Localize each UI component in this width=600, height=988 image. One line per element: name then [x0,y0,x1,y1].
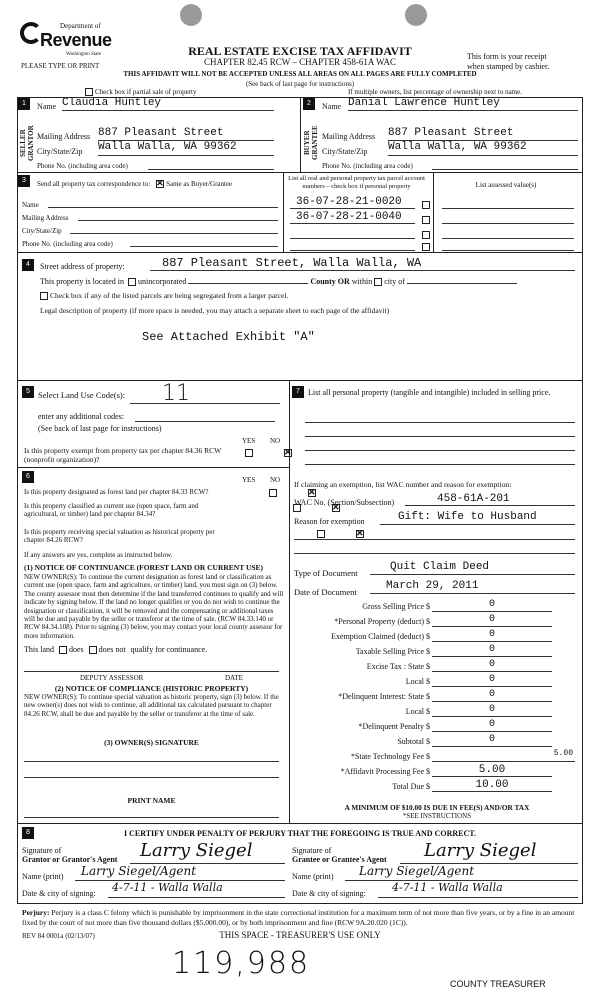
perjury-label: Perjury: [22,908,50,917]
assessed-header: List assessed value(s) [475,181,537,189]
if-any-yes: If any answers are yes, complete as instructed below. [24,551,173,559]
deputy-label: DEPUTY ASSESSOR [80,674,144,682]
grantor-print-label: Name (print) [22,872,64,881]
partial-sale[interactable] [85,88,196,96]
fee-value[interactable]: 0 [432,674,552,687]
partial-sale-checkbox[interactable] [85,88,93,96]
parcel-personal-checkbox-1[interactable] [422,201,430,209]
fee-label: Local $ [405,707,430,716]
fee-row [290,719,580,734]
parcel-field-1[interactable]: 36-07-28-21-0020 [290,196,415,209]
punch-hole-right [405,4,427,26]
grantor-sig-label2: Grantor or Grantor's Agent [22,855,118,864]
s6-yes-header: YES [242,476,256,484]
s5-yes-header: YES [242,437,256,445]
deputy-date-label: DATE [225,674,243,682]
wac-label: WAC No. (Section/Subsection) [294,498,395,507]
buyer-mailing-label: Mailing Address [322,132,376,141]
fee-label: Gross Selling Price $ [362,602,430,611]
fee-label: *Personal Property (deduct) $ [334,617,430,626]
city-of-field[interactable] [407,276,517,284]
fee-label: Exemption Claimed (deduct) $ [331,632,430,641]
fee-value[interactable]: 0 [432,689,552,702]
s3-name-field[interactable] [48,198,278,208]
same-as-buyer-label: Same as Buyer/Grantee [166,180,233,188]
multiple-owners: If multiple owners, list percentage of ownership next to name. [348,88,522,96]
does-not-checkbox[interactable] [89,646,97,654]
fee-value[interactable]: 0 [432,644,552,657]
unincorporated-checkbox[interactable] [128,278,136,286]
fee-label: Local $ [405,677,430,686]
assessed-field-2[interactable] [442,211,574,224]
fee-row [290,764,580,779]
doc-date-label: Date of Document [294,587,357,597]
perjury-statement [22,908,582,927]
send-correspondence-label: Send all property tax correspondence to: [37,180,151,188]
s3-name-label: Name [22,201,39,209]
see-back-label: (See back of last page for instructions) [38,424,162,433]
send-correspondence [37,180,232,188]
city-of-label: city of [384,277,405,286]
fee-row [290,749,580,764]
owner-signature-line-2[interactable] [24,768,279,778]
county-or-label: County OR [310,277,350,286]
forest-no-checkbox[interactable] [308,489,316,497]
treasurer-use: THIS SPACE - TREASURER'S USE ONLY [219,930,381,940]
this-land-label: This land [24,645,54,654]
parcel-personal-checkbox-3[interactable] [422,231,430,239]
parcel-row-2 [290,211,436,225]
buyer-city-label: City/State/Zip [322,147,368,156]
deputy-signature-line[interactable] [24,662,279,672]
grantor-signature[interactable]: Larry Siegel [130,840,285,864]
buyer-mailing-field[interactable]: 887 Pleasant Street [388,127,578,141]
seller-phone-field[interactable] [148,160,274,170]
seller-name-label: Name [37,102,57,111]
parcel-field-3[interactable] [290,226,415,239]
section-5-badge: 5 [22,386,34,398]
doc-type-label: Type of Document [294,568,358,578]
fee-value[interactable]: 0 [432,704,552,717]
grantee-sig-label2: Grantee or Grantee's Agent [292,855,387,864]
current-use-question: Is this property classified as current use (open space, farm and agricultural, or timber) land per chapter 84.34? [24,502,199,518]
assessed-field-1[interactable] [442,196,574,209]
reason-field[interactable]: Gift: Wife to Husband [380,511,575,525]
grantee-date-field[interactable]: 4-7-11 - Walla Walla [378,881,578,898]
personal-property-line-2[interactable] [305,427,575,437]
personal-property-line-1[interactable] [305,413,575,423]
reason-label: Reason for exemption [294,517,365,526]
exemption-label: If claiming an exemption, list WAC number and reason for exemption: [294,480,512,489]
fee-label: *State Technology Fee $ [350,752,430,761]
parcel-field-2[interactable]: 36-07-28-21-0040 [290,211,415,224]
fee-value[interactable]: 0 [432,659,552,672]
seller-side-label: SELLER GRANTOR [19,125,35,161]
s5-no-header: NO [270,437,281,445]
buyer-phone-field[interactable] [432,160,578,170]
fee-row [290,689,580,704]
minimum-due: A MINIMUM OF $10.00 IS DUE IN FEE(S) AND/OR TAX [344,803,530,812]
street-field[interactable]: 887 Pleasant Street, Walla Walla, WA [150,256,575,271]
grantor-date-label: Date & city of signing: [22,889,96,898]
located-in-row [40,276,580,286]
personal-property-line-3[interactable] [305,441,575,451]
does-not-label: does not [98,645,126,654]
receipt-line1: This form is your receipt [467,52,547,61]
notice2-title: (2) NOTICE OF COMPLIANCE (HISTORIC PROPERTY) [54,684,249,693]
fee-row [290,734,580,749]
logo-swoosh-icon [20,22,42,44]
owner-signature-label: (3) OWNER(S) SIGNATURE [104,738,199,747]
seller-name-field[interactable]: Claudia Huntley [62,97,274,111]
fee-row [290,659,580,674]
grantee-sig-label1: Signature of [292,846,332,855]
dept-line1: Department of [60,22,101,30]
fee-row [290,779,580,794]
form-title: REAL ESTATE EXCISE TAX AFFIDAVIT [188,44,412,58]
additional-codes-field[interactable] [135,414,275,422]
print-name-label: PRINT NAME [127,796,176,805]
wac-field[interactable]: 458-61A-201 [405,493,575,506]
s3-city-field[interactable] [70,224,278,234]
buyer-phone-label: Phone No. (including area code) [322,162,413,170]
grantee-date-label: Date & city of signing: [292,889,366,898]
form-chapter: CHAPTER 82.45 RCW – CHAPTER 458-61A WAC [204,57,396,67]
s3-mailing-field[interactable] [78,211,278,221]
rev-number: REV 84 0001a (02/13/07) [22,932,95,940]
same-as-buyer-checkbox[interactable] [156,180,164,188]
fee-value[interactable]: 0 [432,629,552,642]
seller-city-label: City/State/Zip [37,147,83,156]
fee-label: Taxable Selling Price $ [355,647,430,656]
grantor-print-field[interactable]: Larry Siegel/Agent [75,864,285,881]
forest-question: Is this property designated as forest land per chapter 84.33 RCW? [24,488,209,496]
does-label: does [69,645,84,654]
buyer-city-field[interactable]: Walla Walla, WA 99362 [388,141,578,156]
assessed-field-4[interactable] [442,240,574,251]
segregated-checkbox[interactable] [40,292,48,300]
land-use-field[interactable]: 11 [130,386,280,404]
fee-value[interactable]: 5.00 [432,749,575,762]
historic-question: Is this property receiving special valuation as historical property per chapter 84.26 RCW? [24,528,215,544]
fee-value[interactable]: 0 [432,734,552,747]
exempt-yes-checkbox[interactable] [245,449,253,457]
fee-value[interactable]: 10.00 [432,779,552,792]
perjury-text: Perjury is a class C felony which is punishable by imprisonment in the state correctional institution for a maximum term of not more than five years, or by a fine in an amount fixed by the court of not more than five thousand dollars ($5,000.00), or by both imprisonment and fine (RCW 9A.20.020 (1C)). [22,908,575,927]
section-6-badge: 6 [22,471,34,483]
buyer-name-field[interactable]: Danial Lawrence Huntley [348,97,578,111]
county-field[interactable] [188,276,308,284]
land-qualify-row [24,645,207,654]
grantor-date-field[interactable]: 4-7-11 - Walla Walla [108,881,285,898]
fee-value[interactable]: 0 [432,599,552,612]
grantee-signature[interactable]: Larry Siegel [400,840,578,864]
reason-field-2[interactable] [294,530,575,540]
dept-name: Revenue [40,30,112,50]
owner-signature-line-1[interactable] [24,752,279,762]
buyer-side-label: BUYER GRANTEE [303,125,319,161]
please-type: PLEASE TYPE OR PRINT [21,62,100,70]
fee-row [290,614,580,629]
personal-property-line-4[interactable] [305,455,575,465]
fees-table [290,599,580,799]
handwritten-number: 119,988 [172,946,311,981]
assessed-field-3[interactable] [442,226,574,239]
fee-label: *Affidavit Processing Fee $ [340,767,430,776]
seller-phone-label: Phone No. (including area code) [37,162,128,170]
section-7-badge: 7 [292,386,304,398]
fee-label: *Delinquent Interest: State $ [338,692,430,701]
section-3-badge: 3 [18,175,30,187]
within-label: within [351,277,373,286]
additional-codes-label: enter any additional codes: [38,412,124,421]
dept-state: Washington State [66,52,102,57]
form-instructions: (See back of last page for instructions) [245,80,355,88]
reason-field-3[interactable] [294,544,575,554]
s3-phone-label: Phone No. (including area code) [22,240,113,248]
grantor-sig-label1: Signature of [22,846,62,855]
certify-text: I CERTIFY UNDER PENALTY OF PERJURY THAT THE FOREGOING IS TRUE AND CORRECT. [123,829,476,838]
buyer-name-label: Name [322,102,342,111]
fee-row [290,629,580,644]
fee-value[interactable]: 0 [432,614,552,627]
dor-logo [20,20,110,60]
doc-date-field[interactable]: March 29, 2011 [370,580,575,594]
fee-label: Excise Tax : State $ [366,662,430,671]
segregated-row [40,291,288,300]
receipt-line2: when stamped by cashier. [467,62,550,71]
s6-no-header: NO [270,476,281,484]
s3-mailing-label: Mailing Address [22,214,69,222]
punch-hole-left [180,4,202,26]
seller-mailing-field[interactable]: 887 Pleasant Street [98,127,274,141]
parcel-field-4[interactable] [290,240,415,251]
notice1-text: NEW OWNER(S): To continue the current designation as forest land or classification as current use (open space, farm and agriculture, or timber) land, you must sign on (3) below. The county assessor must then determine if the land transferred continues to qualify and will indicate by signing below. If the land no longer qualifies or you do not wish to continue the designation or classification, it will be removed and the compensating or additional taxes will be due and payable by the seller or transferor at the time of sale. (RCW 84.33.140 or RCW 84.34.108). Prior to signing (3) below, you may contact your local county assessor for more information. [24,573,284,640]
exempt-no-checkbox[interactable] [284,449,292,457]
section-4-badge: 4 [22,259,34,271]
parcel-personal-checkbox-2[interactable] [422,216,430,224]
legal-label: Legal description of property (if more space is needed, you may attach a separate sheet to each page of the affidavit) [40,306,390,315]
parcel-row-1 [290,196,436,210]
fee-row [290,644,580,659]
land-use-label: Select Land Use Code(s): [38,390,126,400]
personal-property-label: List all personal property (tangible and intangible) included in selling price. [308,388,551,397]
fee-row [290,704,580,719]
grantee-print-field[interactable]: Larry Siegel/Agent [345,864,578,881]
see-instructions: *SEE INSTRUCTIONS [402,812,472,820]
unincorporated-label: unincorporated [137,277,187,286]
fee-value[interactable]: 5.00 [432,764,552,777]
city-of-checkbox[interactable] [374,278,382,286]
parcel-row-4 [290,240,436,252]
form-warning: THIS AFFIDAVIT WILL NOT BE ACCEPTED UNLESS ALL AREAS ON ALL PAGES ARE FULLY COMPLETED [123,70,477,78]
qualify-label: qualify for continuance. [130,645,208,654]
street-label: Street address of property: [40,262,125,271]
section-4 [17,253,583,381]
notice1-title: (1) NOTICE OF CONTINUANCE (FOREST LAND OR CURRENT USE) [24,563,264,572]
notice2-text: NEW OWNER(S): To continue special valuation as historic property, sign (3) below. If the new owner(s) does not wish to continue, all additional tax calculated pursuant to chapter 84.26 RCW, shall be due and payable by the seller or transferor at the time of sale. [24,693,279,718]
partial-sale-label: Check box if partial sale of property [95,88,197,96]
parcel-row-3 [290,226,436,240]
exempt-question: Is this property exempt from property tax per chapter 84.36 RCW (nonprofit organization)? [24,446,222,464]
parcel-header: List all real and personal property tax parcel account numbers – check box if personal property [288,175,425,190]
fee-label: Total Due $ [392,782,430,791]
fee-label: Subtotal $ [397,737,430,746]
section-1-badge: 1 [18,98,30,110]
doc-type-field[interactable]: Quit Claim Deed [370,561,575,575]
seller-mailing-label: Mailing Address [37,132,91,141]
does-checkbox[interactable] [59,646,67,654]
s3-city-label: City/State/Zip [22,227,62,235]
section-8-badge: 8 [22,827,34,839]
parcel-personal-checkbox-4[interactable] [422,243,430,251]
grantee-print-label: Name (print) [292,872,334,881]
county-treasurer: COUNTY TREASURER [450,979,546,988]
forest-yes-checkbox[interactable] [269,489,277,497]
segregated-label: Check box if any of the listed parcels are being segregated from a larger parcel. [50,291,289,300]
fee-row [290,599,580,614]
fee-label: *Delinquent Penalty $ [358,722,430,731]
legal-description[interactable]: See Attached Exhibit "A" [142,330,315,344]
s3-phone-field[interactable] [130,237,278,247]
located-in-label: This property is located in [40,277,124,286]
print-name-line[interactable] [24,808,279,818]
fee-row [290,674,580,689]
fee-value[interactable]: 0 [432,719,552,732]
section-2-badge: 2 [303,98,315,110]
seller-city-field[interactable]: Walla Walla, WA 99362 [98,141,274,156]
